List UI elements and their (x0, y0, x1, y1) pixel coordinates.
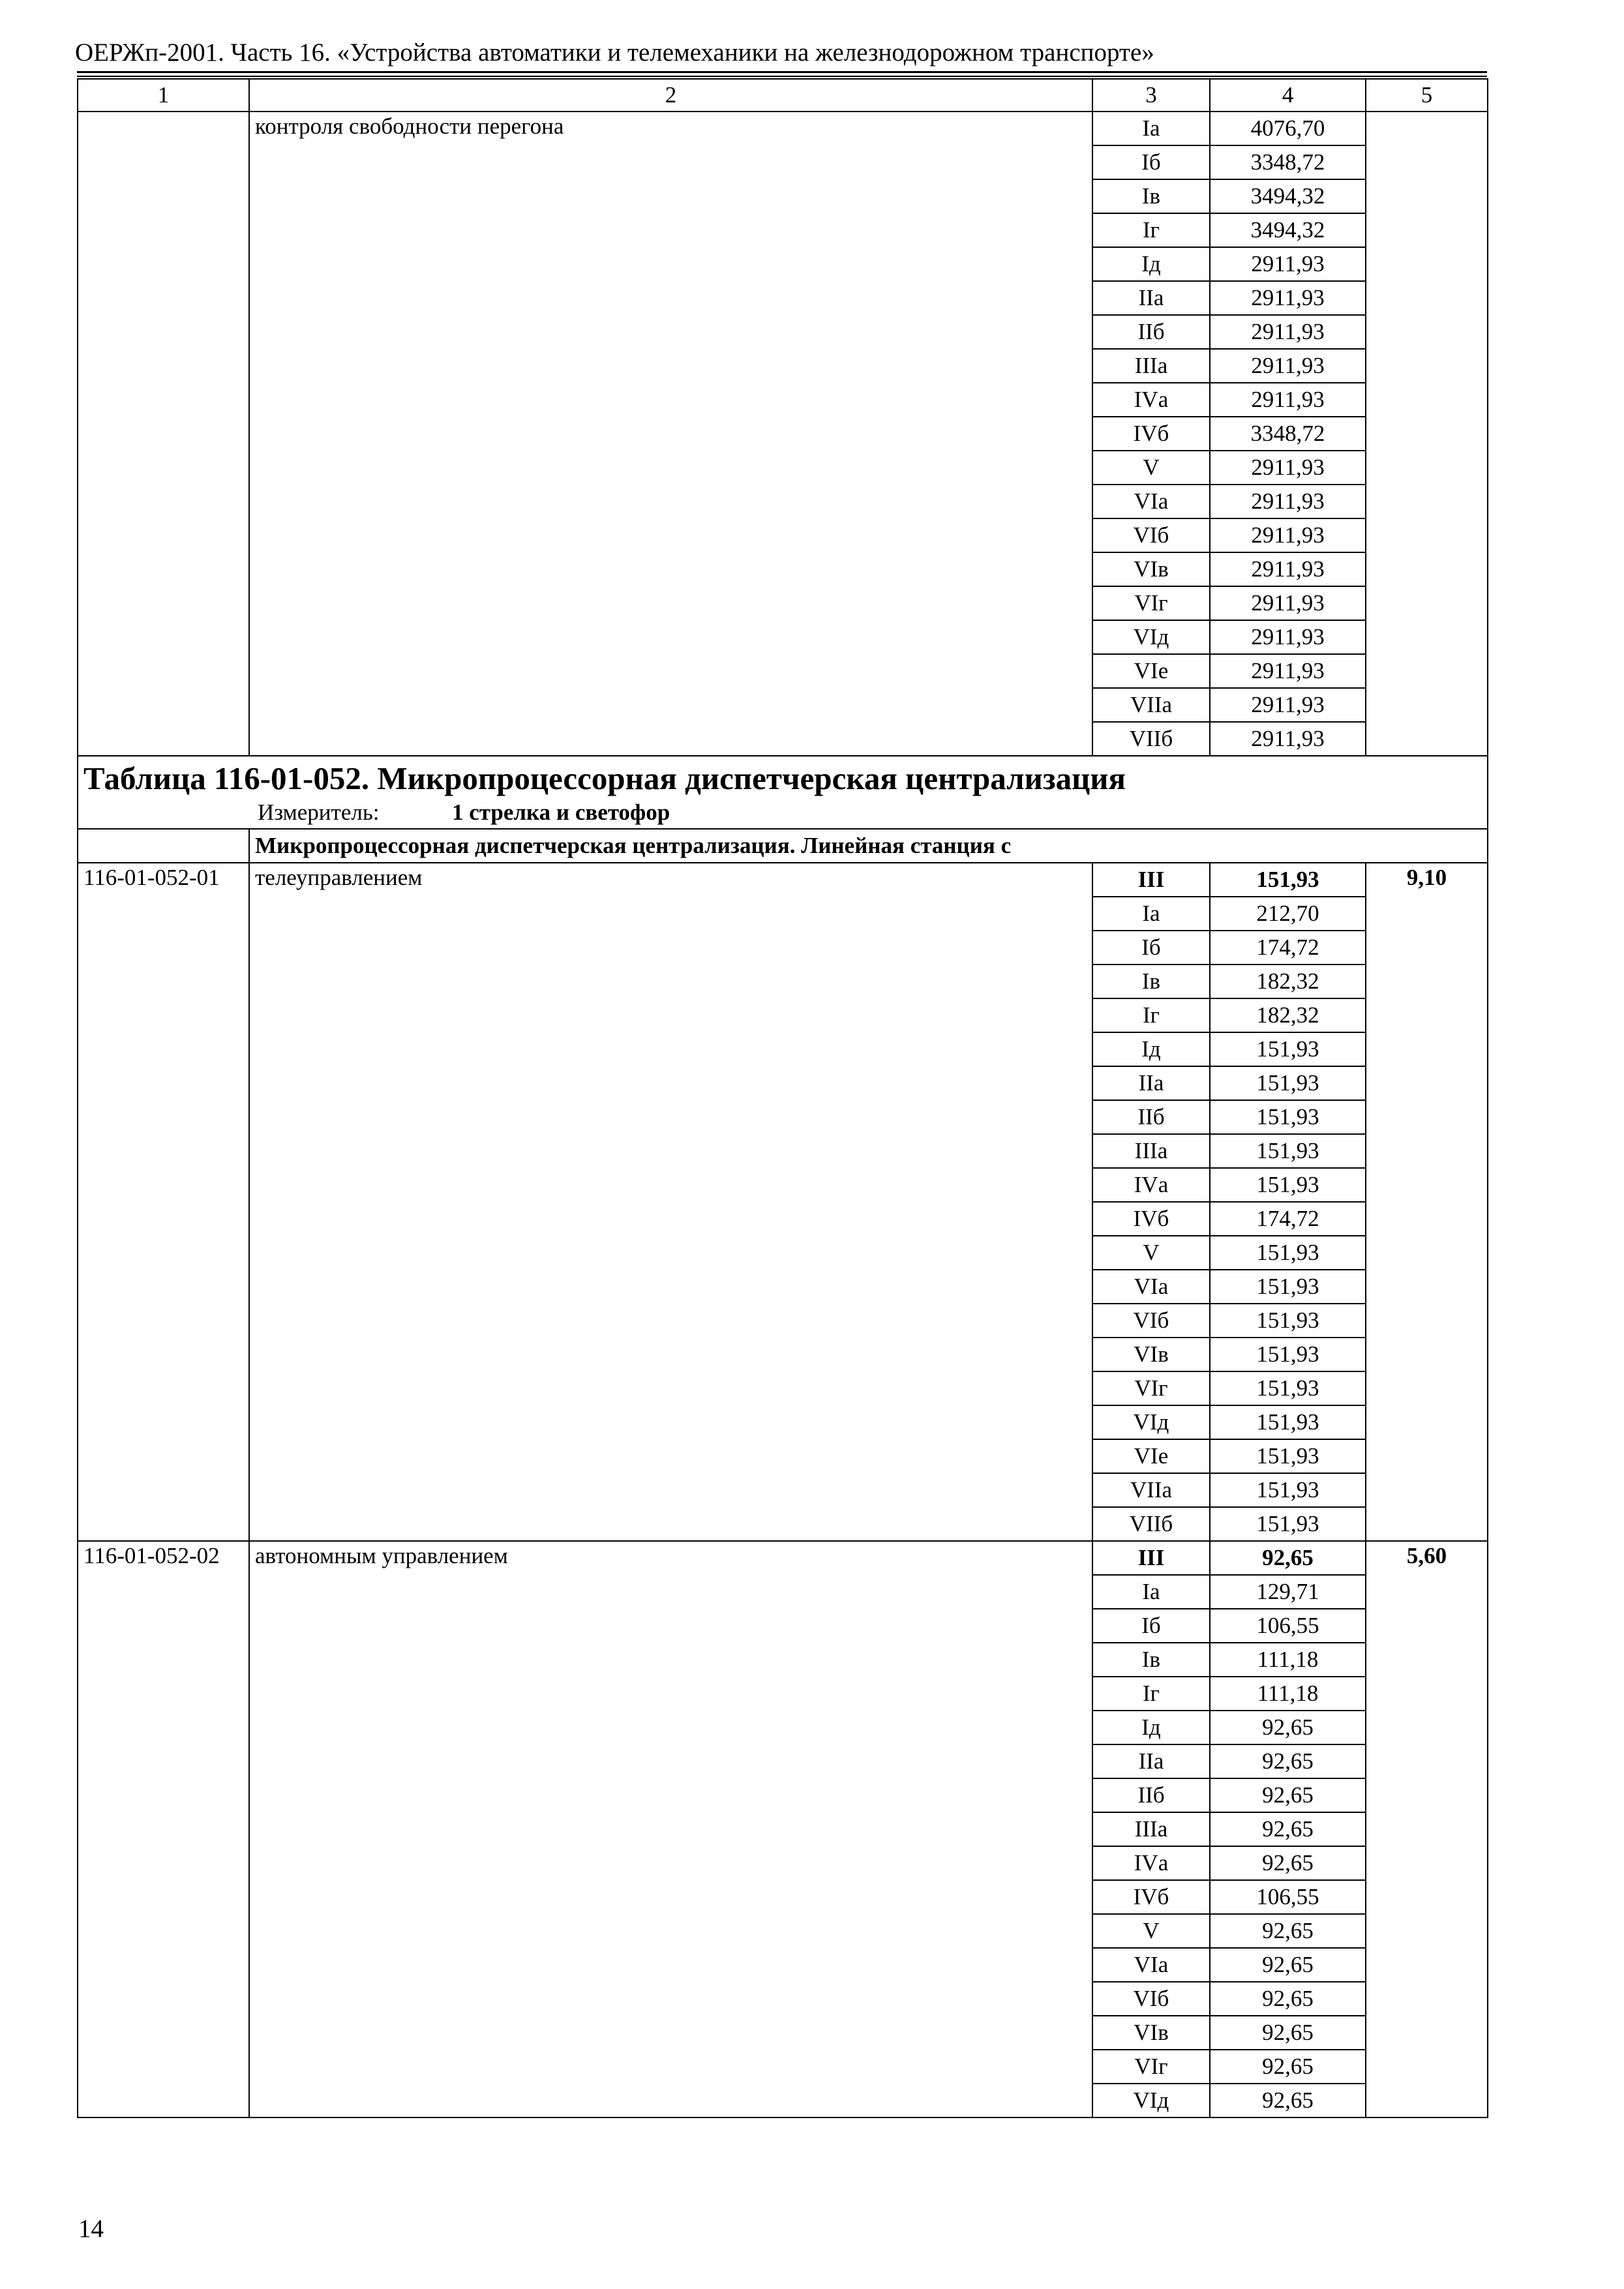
category-cell: Iв (1092, 179, 1210, 213)
column-number-2: 2 (249, 79, 1092, 112)
value-cell: 2911,93 (1210, 552, 1366, 586)
value-cell: 151,93 (1210, 863, 1366, 897)
category-cell: VIб (1092, 1982, 1210, 2016)
value-cell: 3348,72 (1210, 417, 1366, 451)
column-number-1: 1 (78, 79, 249, 112)
column-number-row (78, 79, 1488, 112)
item-description-cell: контроля свободности перегона (249, 112, 1092, 756)
category-cell: IVб (1092, 1202, 1210, 1236)
category-cell: Iв (1092, 965, 1210, 998)
category-cell: VIб (1092, 518, 1210, 552)
value-cell: 151,93 (1210, 1100, 1366, 1134)
section-title-cell (78, 756, 1488, 829)
value-cell: 3494,32 (1210, 179, 1366, 213)
value-cell: 92,65 (1210, 1812, 1366, 1846)
table-title: Таблица 116-01-052. Микропроцессорная диспетчерская централизация (83, 760, 1126, 796)
category-cell: VIа (1092, 485, 1210, 518)
value-cell: 2911,93 (1210, 451, 1366, 485)
page-header: ОЕРЖп-2001. Часть 16. «Устройства автоматики и телемеханики на железнодорожном транспорте» (75, 38, 1154, 67)
category-cell: VIIа (1092, 688, 1210, 722)
category-cell: VIг (1092, 2050, 1210, 2084)
item-code-cell: 116-01-052-02 (78, 1541, 249, 2117)
column5-cell (1366, 112, 1488, 756)
category-cell: IIIа (1092, 1134, 1210, 1168)
category-cell: Iг (1092, 1677, 1210, 1711)
value-cell: 212,70 (1210, 897, 1366, 931)
value-cell: 2911,93 (1210, 247, 1366, 281)
value-cell: 106,55 (1210, 1609, 1366, 1643)
value-cell: 92,65 (1210, 1846, 1366, 1880)
category-cell: VIб (1092, 1304, 1210, 1338)
category-cell: IVб (1092, 417, 1210, 451)
value-cell: 2911,93 (1210, 349, 1366, 383)
category-cell: IVб (1092, 1880, 1210, 1914)
value-cell: 151,93 (1210, 1032, 1366, 1066)
category-cell: Iв (1092, 1643, 1210, 1677)
category-cell: VIе (1092, 1439, 1210, 1473)
item-description-cell: автономным управлением (249, 1541, 1092, 2117)
category-cell: IIб (1092, 1778, 1210, 1812)
category-cell: Iб (1092, 931, 1210, 965)
value-cell: 92,65 (1210, 1982, 1366, 2016)
value-cell: 92,65 (1210, 1711, 1366, 1744)
value-cell: 151,93 (1210, 1270, 1366, 1304)
category-cell: V (1092, 1236, 1210, 1270)
column5-cell: 5,60 (1366, 1541, 1488, 2117)
value-cell: 2911,93 (1210, 485, 1366, 518)
value-cell: 174,72 (1210, 1202, 1366, 1236)
value-cell: 2911,93 (1210, 315, 1366, 349)
value-cell: 2911,93 (1210, 586, 1366, 620)
category-cell: III (1092, 1541, 1210, 1575)
category-cell: Iд (1092, 247, 1210, 281)
category-cell: IIIа (1092, 349, 1210, 383)
column-number-5: 5 (1366, 79, 1488, 112)
category-cell: IVа (1092, 1846, 1210, 1880)
meter-value: 1 стрелка и светофор (452, 800, 670, 825)
value-cell: 151,93 (1210, 1134, 1366, 1168)
value-cell: 151,93 (1210, 1236, 1366, 1270)
section-subtitle-empty (78, 829, 249, 863)
category-cell: VIа (1092, 1270, 1210, 1304)
value-cell: 92,65 (1210, 1948, 1366, 1982)
category-cell: V (1092, 451, 1210, 485)
category-cell: IVа (1092, 1168, 1210, 1202)
category-cell: VIд (1092, 620, 1210, 654)
category-cell: VIIб (1092, 722, 1210, 756)
value-cell: 2911,93 (1210, 518, 1366, 552)
category-cell: VIг (1092, 1371, 1210, 1405)
table-row (78, 863, 1488, 897)
category-cell: VIд (1092, 1405, 1210, 1439)
category-cell: Iд (1092, 1032, 1210, 1066)
value-cell: 129,71 (1210, 1575, 1366, 1609)
section-subtitle-row (78, 829, 1488, 863)
category-cell: IVа (1092, 383, 1210, 417)
category-cell: IIб (1092, 315, 1210, 349)
category-cell: VIа (1092, 1948, 1210, 1982)
category-cell: VIг (1092, 586, 1210, 620)
column5-cell: 9,10 (1366, 863, 1488, 1541)
item-description-cell: телеуправлением (249, 863, 1092, 1541)
value-cell: 92,65 (1210, 1744, 1366, 1778)
category-cell: IIа (1092, 1066, 1210, 1100)
section-subtitle: Микропроцессорная диспетчерская централизация. Линейная станция с (249, 829, 1488, 863)
value-cell: 4076,70 (1210, 112, 1366, 145)
value-cell: 151,93 (1210, 1371, 1366, 1405)
category-cell: VIв (1092, 2016, 1210, 2050)
header-rule-thin (77, 76, 1487, 77)
category-cell: Iб (1092, 145, 1210, 179)
value-cell: 151,93 (1210, 1066, 1366, 1100)
category-cell: VIв (1092, 552, 1210, 586)
category-cell: Iа (1092, 1575, 1210, 1609)
value-cell: 92,65 (1210, 1541, 1366, 1575)
category-cell: IIб (1092, 1100, 1210, 1134)
header-rule (77, 71, 1487, 73)
value-cell: 182,32 (1210, 965, 1366, 998)
value-cell: 2911,93 (1210, 688, 1366, 722)
value-cell: 2911,93 (1210, 654, 1366, 688)
value-cell: 92,65 (1210, 2050, 1366, 2084)
category-cell: IIа (1092, 281, 1210, 315)
category-cell: IIа (1092, 1744, 1210, 1778)
meter-row (83, 798, 1482, 827)
section-title-row (78, 756, 1488, 829)
value-cell: 92,65 (1210, 1914, 1366, 1948)
value-cell: 3494,32 (1210, 213, 1366, 247)
value-cell: 151,93 (1210, 1439, 1366, 1473)
value-cell: 174,72 (1210, 931, 1366, 965)
value-cell: 111,18 (1210, 1677, 1366, 1711)
value-cell: 182,32 (1210, 998, 1366, 1032)
value-cell: 151,93 (1210, 1405, 1366, 1439)
category-cell: III (1092, 863, 1210, 897)
value-cell: 2911,93 (1210, 383, 1366, 417)
value-cell: 151,93 (1210, 1507, 1366, 1541)
value-cell: 2911,93 (1210, 620, 1366, 654)
value-cell: 151,93 (1210, 1473, 1366, 1507)
value-cell: 3348,72 (1210, 145, 1366, 179)
table-row (78, 1541, 1488, 1575)
value-cell: 2911,93 (1210, 281, 1366, 315)
category-cell: Iб (1092, 1609, 1210, 1643)
value-cell: 92,65 (1210, 2016, 1366, 2050)
value-cell: 151,93 (1210, 1304, 1366, 1338)
value-cell: 106,55 (1210, 1880, 1366, 1914)
table-row (78, 112, 1488, 145)
category-cell: Iа (1092, 897, 1210, 931)
value-cell: 111,18 (1210, 1643, 1366, 1677)
item-code-cell: 116-01-052-01 (78, 863, 249, 1541)
norms-table (77, 78, 1488, 2118)
category-cell: VIIа (1092, 1473, 1210, 1507)
meter-label: Измеритель: (258, 800, 380, 825)
value-cell: 151,93 (1210, 1338, 1366, 1371)
value-cell: 92,65 (1210, 2084, 1366, 2117)
page-number: 14 (78, 2215, 104, 2243)
category-cell: V (1092, 1914, 1210, 1948)
category-cell: VIв (1092, 1338, 1210, 1371)
category-cell: Iд (1092, 1711, 1210, 1744)
category-cell: VIд (1092, 2084, 1210, 2117)
category-cell: IIIа (1092, 1812, 1210, 1846)
category-cell: VIIб (1092, 1507, 1210, 1541)
column-number-4: 4 (1210, 79, 1366, 112)
item-code-cell (78, 112, 249, 756)
category-cell: Iг (1092, 213, 1210, 247)
category-cell: Iг (1092, 998, 1210, 1032)
value-cell: 151,93 (1210, 1168, 1366, 1202)
column-number-3: 3 (1092, 79, 1210, 112)
value-cell: 2911,93 (1210, 722, 1366, 756)
value-cell: 92,65 (1210, 1778, 1366, 1812)
category-cell: Iа (1092, 112, 1210, 145)
category-cell: VIе (1092, 654, 1210, 688)
